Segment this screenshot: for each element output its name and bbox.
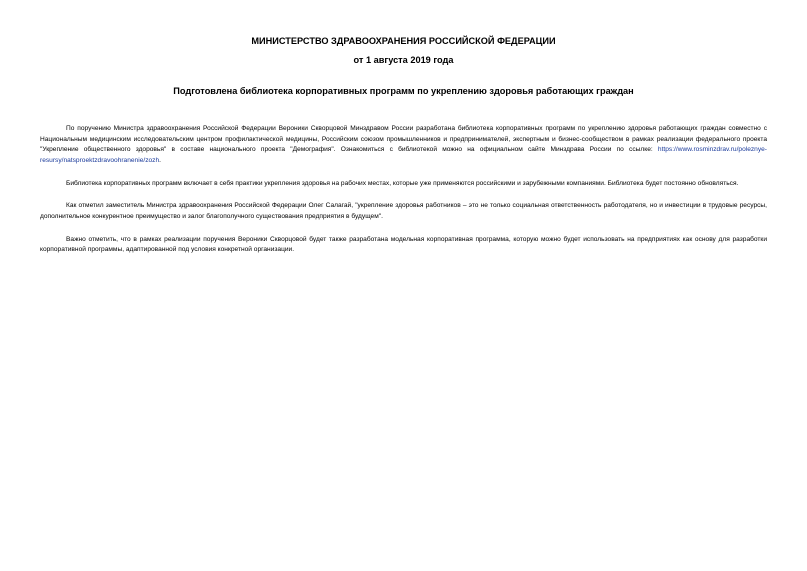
paragraph-3: Как отметил заместитель Министра здравоохранения Российской Федерации Олег Салагай, "укрепление здоровья работников – это не только социальная ответственность работодателя, но и инвестиции в трудовые ресурсы, дополнительное конкурентное преимущество и залог благополучного существования предприятия в будущем". xyxy=(40,202,767,220)
library-link[interactable]: https://www.rosminzdrav.ru/poleznye-resursy/natsproektzdravoohranenie/zozh xyxy=(40,146,767,164)
paragraph-4: Важно отметить, что в рамках реализации поручения Вероники Скворцовой будет также разработана модельная корпоративная программа, которую можно будет использовать на предприятиях как основу для разработки корпоративной программы, адаптированной под условия конкретной организации. xyxy=(40,235,767,254)
paragraph-1 xyxy=(40,124,767,166)
paragraph-1-end: . xyxy=(159,156,161,164)
document-date: от 1 августа 2019 года xyxy=(353,55,454,65)
paragraph-1-text: По поручению Министра здравоохранения Российской Федерации Вероники Скворцовой Минздравом России разработана библиотека корпоративных программ по укреплению здоровья работающих граждан совместно с Национальным медицинским исследовательским центром профилактической медицины, Российским союзом промышленников и предпринимателей, экспертным и бизнес-сообществом в рамках реализации федерального проекта "Укрепление общественного здоровья" в составе национального проекта "Демография". Ознакомиться с библиотекой можно на официальном сайте Минздрава России по ссылке: xyxy=(40,125,767,154)
ministry-heading: МИНИСТЕРСТВО ЗДРАВООХРАНЕНИЯ РОССИЙСКОЙ ФЕДЕРАЦИИ xyxy=(251,36,556,46)
paragraph-2: Библиотека корпоративных программ включает в себя практики укрепления здоровья на рабочих местах, которые уже применяются российскими и зарубежными компаниями. Библиотека будет постоянно обновляться. xyxy=(66,179,739,187)
document-title: Подготовлена библиотека корпоративных программ по укреплению здоровья работающих граждан xyxy=(173,86,634,96)
document-body xyxy=(40,124,767,268)
